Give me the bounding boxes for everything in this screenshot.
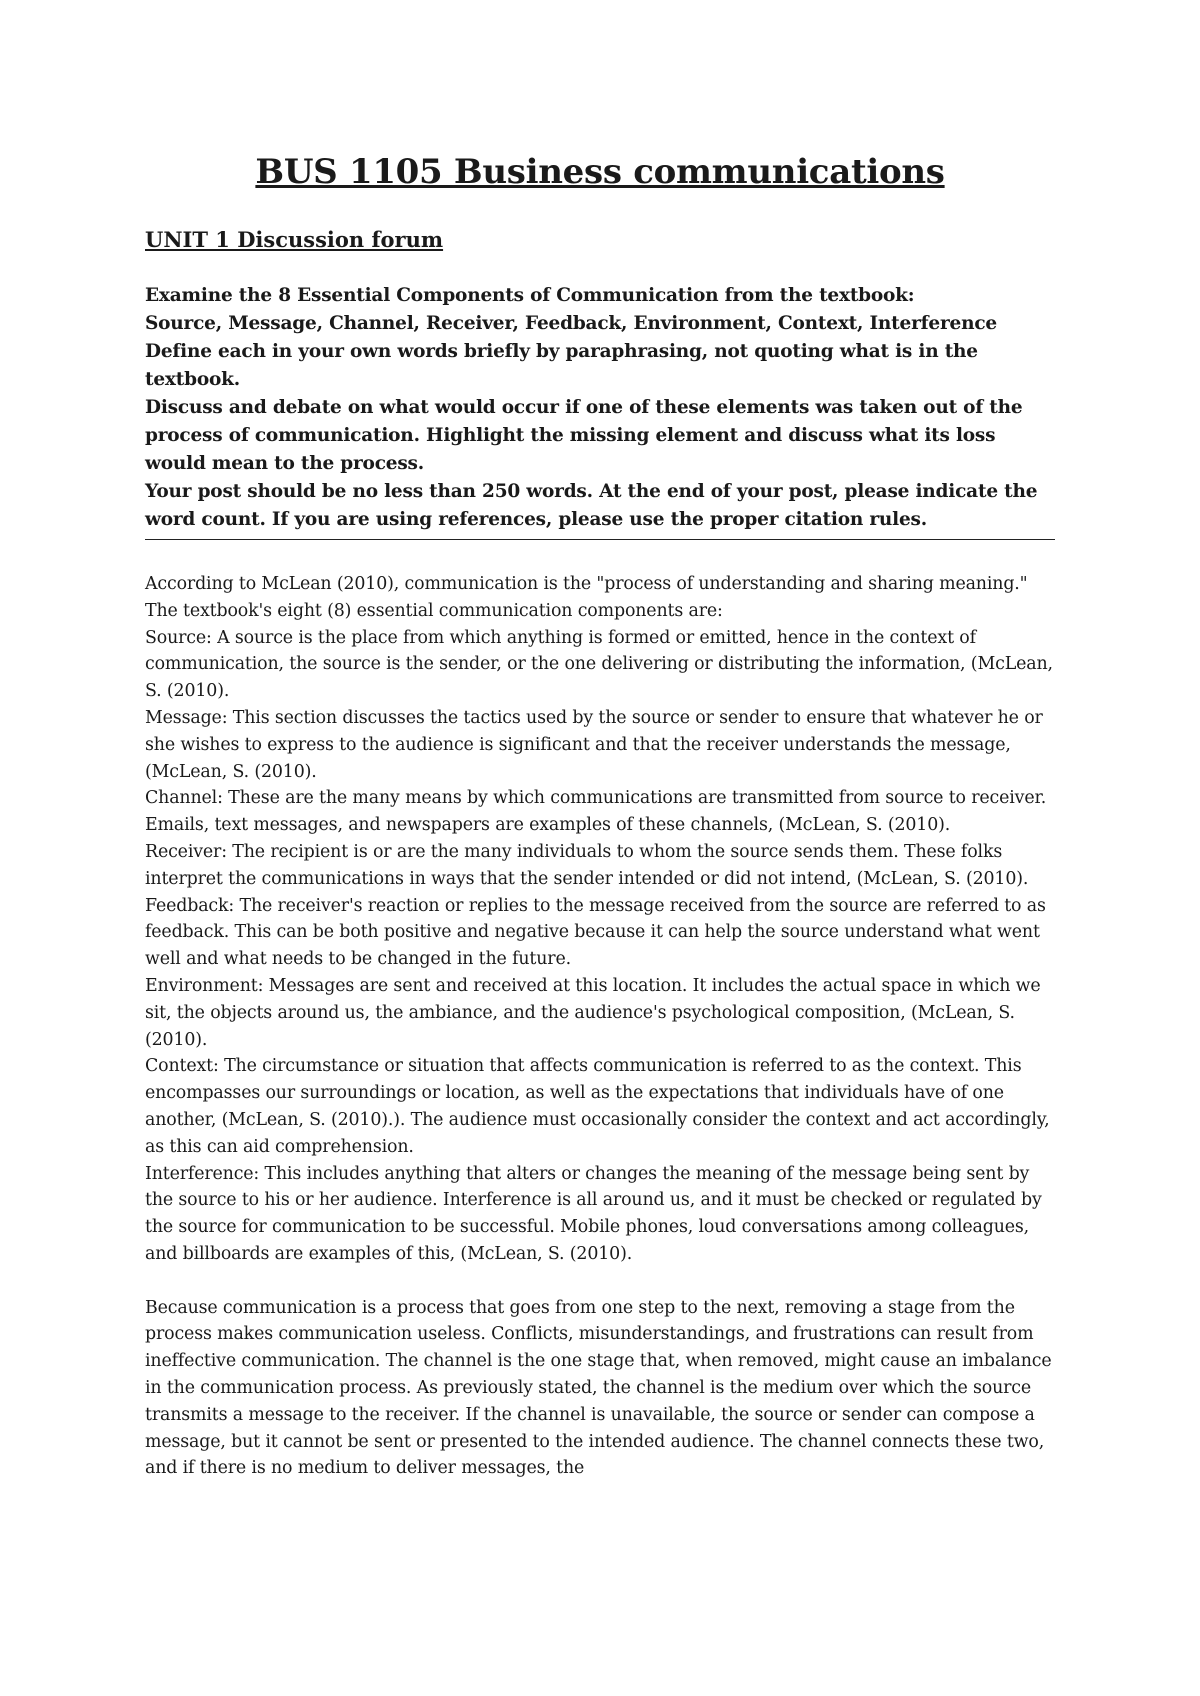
answer-paragraph: According to McLean (2010), communication is the "process of understanding and sharing meaning." The textbook's eight (8) essential communication components are: [145, 574, 1028, 621]
prompt-line: Discuss and debate on what would occur if one of these elements was taken out of the process of communication. Highlight the missing element and discuss what its loss would mean to the process. [145, 397, 1023, 474]
prompt-line: Your post should be no less than 250 words. At the end of your post, please indicate the word count. If you are using references, please use the proper citation rules. [145, 481, 1038, 530]
assignment-prompt [145, 282, 1055, 534]
document-page [145, 148, 1055, 1482]
document-title: BUS 1105 Business communications [255, 152, 945, 192]
answer-paragraph: Source: A source is the place from which anything is formed or emitted, hence in the context of communication, the source is the sender, or the one delivering or distributing the information, (McLean, S. (2010). [145, 627, 1053, 702]
horizontal-divider [145, 539, 1055, 540]
answer-paragraph: Environment: Messages are sent and received at this location. It includes the actual space in which we sit, the objects around us, the ambiance, and the audience's psychological composition, (McLean, S. (2010). [145, 975, 1041, 1050]
answer-paragraph: Feedback: The receiver's reaction or replies to the message received from the source are referred to as feedback. This can be both positive and negative because it can help the source understand what went well and what needs to be changed in the future. [145, 895, 1046, 970]
unit-heading: UNIT 1 Discussion forum [145, 227, 444, 252]
answer-paragraph: Channel: These are the many means by which communications are transmitted from source to receiver. Emails, text messages, and newspapers are examples of these channels, (McLean, S. (2010). [145, 788, 1047, 836]
answer-paragraph: Because communication is a process that goes from one step to the next, removing a stage from the process makes communication useless. Conflicts, misunderstandings, and frustrations can result from ineffective communication. The channel is the one stage that, when removed, might cause an imbalance in the communication process. As previously stated, the channel is the medium over which the source transmits a message to the receiver. If the channel is unavailable, the source or sender can compose a message, but it cannot be sent or presented to the intended audience. The channel connects these two, and if there is no medium to deliver messages, the [145, 1297, 1052, 1479]
prompt-line: Source, Message, Channel, Receiver, Feedback, Environment, Context, Interference [145, 313, 997, 334]
answer-paragraph: Context: The circumstance or situation that affects communication is referred to as the context. This encompasses our surroundings or location, as well as the expectations that individuals have of one another, (McLean, S. (2010).). The audience must occasionally consider the context and act accordingly, as this can aid comprehension. [145, 1056, 1050, 1157]
answer-paragraph: Interference: This includes anything that alters or changes the meaning of the message being sent by the source to his or her audience. Interference is all around us, and it must be checked or regulated by the source for communication to be successful. Mobile phones, loud conversations among colleagues, and billboards are examples of this, (McLean, S. (2010). [145, 1163, 1042, 1264]
prompt-line: Define each in your own words briefly by paraphrasing, not quoting what is in the textbook. [145, 341, 978, 390]
answer-body [145, 571, 1055, 1482]
answer-paragraph: Message: This section discusses the tactics used by the source or sender to ensure that whatever he or she wishes to express to the audience is significant and that the receiver understands the message, (McLean, S. (2010). [145, 707, 1043, 782]
prompt-line: Examine the 8 Essential Components of Communication from the textbook: [145, 285, 915, 306]
answer-paragraph: Receiver: The recipient is or are the many individuals to whom the source sends them. These folks interpret the communications in ways that the sender intended or did not intend, (McLean, S. (2010). [145, 841, 1029, 889]
